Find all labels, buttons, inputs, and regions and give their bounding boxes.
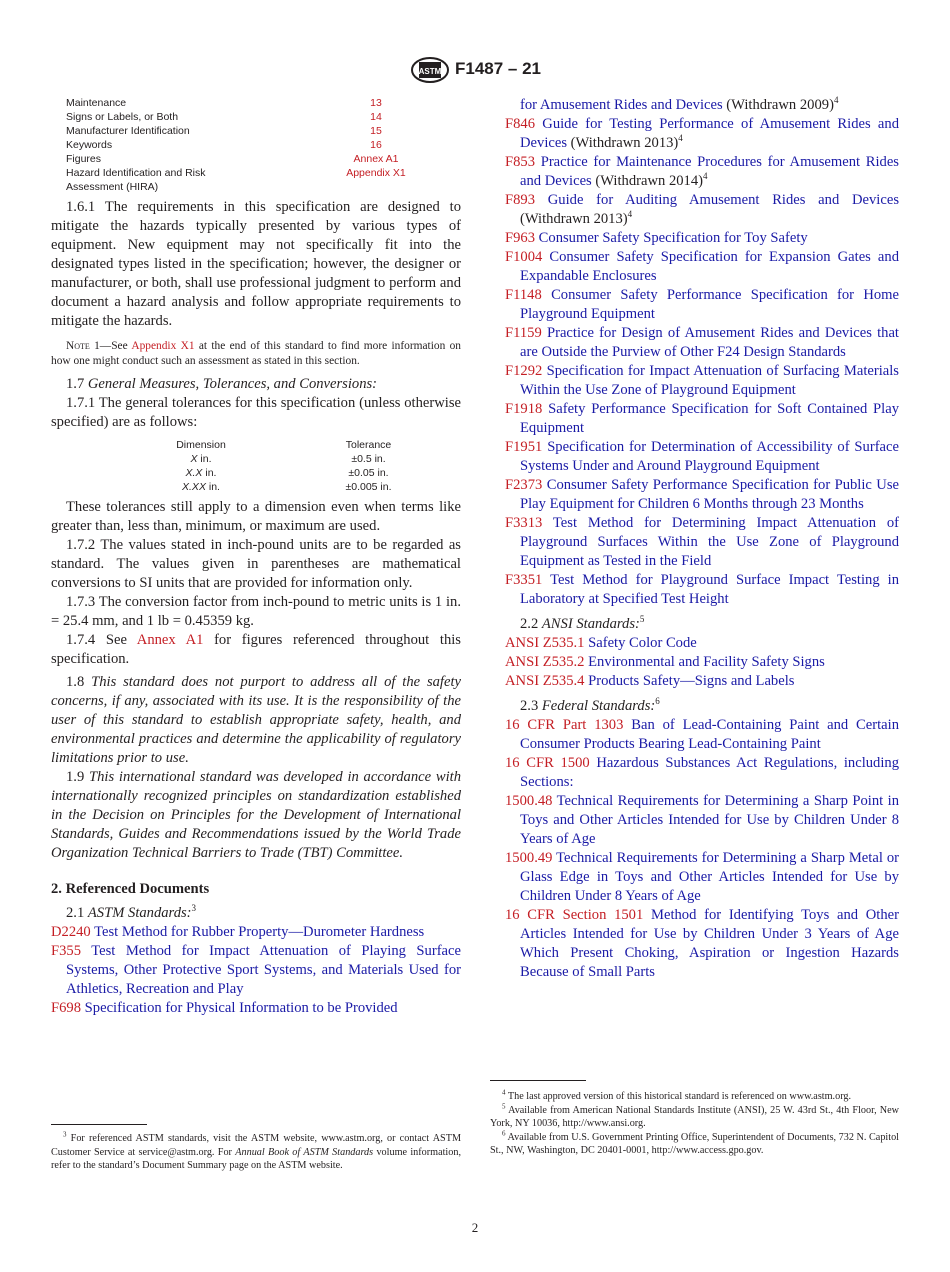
tolerance-cell: ±0.5 in. [351,453,386,465]
reference-entry [505,792,899,849]
dimension-cell [126,466,276,480]
toc-label: Figures [66,153,102,165]
footnote-text: volume information, refer to the standard’s Document Summary page on the ASTM website. [51,1146,461,1171]
reference-title-link[interactable]: Test Method for Determining Impact Attenuation of Playground Surfaces Within the Use Zone of Playground Equipment as Tested in the Field [520,515,899,569]
reference-title-link[interactable]: Environmental and Facility Safety Signs [588,654,825,670]
paragraph-1-7-2: 1.7.2 The values stated in inch-pound units are to be regarded as standard. The values given in parentheses are mathematical conversions to SI units that are provided for information only. [51,537,461,591]
toc-label: Signs or Labels, or Both [66,111,179,123]
withdrawn-note: (Withdrawn 2013) [520,211,628,227]
footnote-number: 3 [63,1130,67,1139]
footnote-ref: 4 [627,209,633,220]
dimension-unit: in. [205,481,220,493]
section-number: 2.3 [520,698,542,714]
reference-title-link[interactable]: Hazardous Substances Act Regulations, including Sections: [520,755,900,790]
toc-row [66,124,461,138]
reference-code-link[interactable]: F846 [505,116,536,132]
reference-entry [505,849,899,906]
reference-entry [505,438,899,476]
tolerance-row [126,452,411,466]
section-title: ASTM Standards: [87,905,192,921]
tolerance-table [126,438,411,494]
dimension-symbol: X.XX [182,481,206,493]
note-1 [51,339,461,369]
toc-row [66,180,461,194]
reference-entry [505,400,899,438]
reference-title-link[interactable]: Test Method for Playground Surface Impact Testing in Laboratory at Specified Test Height [520,572,899,607]
reference-code-link[interactable]: F1918 [505,401,543,417]
dimension-cell [126,452,276,466]
reference-code-link[interactable]: F893 [505,192,536,208]
footnote-ref: 3 [191,903,197,914]
section-title: General Measures, Tolerances, and Conversions: [87,376,378,392]
paragraph-1-7-3: 1.7.3 The conversion factor from inch-pound to metric units is 1 in. = 25.4 mm, and 1 lb = 0.45359 kg. [51,594,461,629]
dimension-unit: in. [197,453,212,465]
reference-title-link[interactable]: Guide for Auditing Amusement Rides and Devices [547,192,899,208]
ansi-reference-list [505,634,899,691]
footnote-ref: 4 [678,133,683,144]
subsection-2-2 [505,615,899,634]
paragraph-tolerance-note: These tolerances still apply to a dimension even when terms like greater than, less than, minimum, or maximum are used. [51,499,461,534]
right-column [505,96,899,982]
reference-code-link[interactable]: F1159 [505,325,542,341]
toc-section-link[interactable] [326,180,426,194]
footnote-text: Available from American National Standards Institute (ANSI), 25 W. 43rd St., 4th Floor, New York, NY 10036, http://www.ansi.org. [490,1104,899,1129]
reference-title-link[interactable]: Technical Requirements for Determining a Sharp Point in Toys and Other Articles Intended for Use by Children Under 8 Years of Age [520,793,900,847]
reference-title[interactable]: for Amusement Rides and Devices [520,97,723,113]
footnote-3 [51,1132,461,1173]
footnote-number: 5 [502,1102,506,1111]
reference-title-link[interactable]: Consumer Safety Specification for Expansion Gates and Expandable Enclosures [520,249,899,284]
toc-row [66,110,461,124]
reference-code-link[interactable]: F698 [51,1000,82,1016]
toc-label: Manufacturer Identification [66,125,190,137]
footnote-5 [490,1104,899,1131]
reference-title-link[interactable]: Practice for Maintenance Procedures for Amusement Rides and Devices [520,154,899,189]
dimension-symbol: X.X [185,467,203,479]
footnote-ref: 5 [639,614,645,625]
paragraph-1-7-1: 1.7.1 The general tolerances for this specification (unless otherwise specified) are as follows: [51,395,461,430]
reference-code-link[interactable]: F1951 [505,439,543,455]
withdrawn-note: (Withdrawn 2009) [722,97,834,113]
appendix-x1-link[interactable]: Appendix X1 [131,340,195,352]
toc-section-link[interactable]: 13 [370,97,382,109]
annex-a1-link[interactable]: Annex A1 [136,632,204,648]
subsection-2-3 [505,697,899,716]
reference-title-link[interactable]: Consumer Safety Performance Specification for Public Use Play Equipment for Children 6 Months through 23 Months [520,477,899,512]
dimension-unit: in. [202,467,217,479]
footnote-divider [490,1080,586,1081]
reference-entry [505,476,899,514]
astm-logo-icon [410,56,450,84]
footnote-number: 6 [502,1129,506,1138]
reference-code-link[interactable]: F853 [505,154,536,170]
contents-table [66,96,461,194]
section-number: 2.2 [520,616,542,632]
svg-text:ASTM: ASTM [418,67,442,76]
paragraph-1-8 [51,673,461,768]
reference-title-link[interactable]: Specification for Physical Information to be Provided [84,1000,398,1016]
page-number: 2 [471,1220,479,1235]
reference-code-link[interactable]: ANSI Z535.2 [505,654,585,670]
footnote-text: For referenced ASTM standards, visit the ASTM website, www.astm.org, or contact ASTM Customer Service at service@astm.org. For [51,1133,461,1158]
document-id: F1487 – 21 [455,59,542,78]
reference-title-link[interactable]: Safety Performance Specification for Soft Contained Play Equipment [520,401,899,436]
paragraph-text: This international standard was developed in accordance with internationally recognized principles on standardization established in the Decision on Principles for the Development of International Standards, Guides and Recommendations issued by the World Trade Organization Technical Barriers to Trade (TBT) Committee. [51,769,462,861]
reference-code-link[interactable]: 16 CFR Section 1501 [505,907,644,923]
reference-code-link[interactable]: F1004 [505,249,543,265]
toc-section-link[interactable]: 15 [370,125,382,137]
footnote-text: Available from U.S. Government Printing Office, Superintendent of Documents, 732 N. Capitol St., NW, Washington, DC 20401-0001, http://www.access.gpo.gov. [490,1131,900,1156]
reference-entry [51,999,461,1018]
reference-entry [505,362,899,400]
reference-title-link[interactable]: Guide for Testing Performance of Amusement Rides and Devices [520,116,899,151]
text-pre: 1.7.4 See [66,632,137,648]
reference-code-link[interactable]: F1148 [505,287,542,303]
note-label: Note 1 [66,340,100,352]
toc-row [66,96,461,110]
reference-entry [505,653,899,672]
footnote-text: The last approved version of this historical standard is referenced on www.astm.org. [507,1091,852,1102]
reference-title-link[interactable]: Specification for Impact Attenuation of Surfacing Materials Within the Use Zone of Playground Equipment [520,363,899,398]
subsection-2-1 [51,904,461,923]
section-title: ANSI Standards: [541,616,640,632]
toc-label: Assessment (HIRA) [66,181,159,193]
reference-title-link[interactable]: Consumer Safety Performance Specification for Home Playground Equipment [520,287,899,322]
section-number: 1.7 [66,376,88,392]
withdrawn-note: (Withdrawn 2013) [567,135,679,151]
footnote-divider [51,1124,147,1125]
paragraph-1-7-4 [51,631,461,669]
footnote-number: 4 [502,1088,506,1097]
reference-entry [505,286,899,324]
footnote-6 [490,1131,899,1158]
reference-code-link[interactable]: ANSI Z535.1 [505,635,585,651]
reference-entry [505,324,899,362]
toc-row [66,152,461,166]
toc-label: Hazard Identification and Risk [66,167,206,179]
reference-code-link[interactable]: 1500.49 [505,850,553,866]
footnote-ref: 6 [655,696,660,707]
astm-reference-list-continued [505,115,899,609]
reference-code-link[interactable]: F355 [51,943,82,959]
dimension-symbol: X [190,453,198,465]
reference-entry [505,248,899,286]
tolerance-cell: ±0.005 in. [345,481,392,493]
reference-entry [51,923,461,942]
right-footnotes [490,1090,899,1158]
left-footnotes [51,1132,461,1173]
tolerance-header-row [126,438,411,452]
text-post: for figures referenced throughout this specification. [51,632,461,667]
toc-row [66,166,461,180]
withdrawn-note: (Withdrawn 2014) [591,173,704,189]
reference-title-link[interactable]: Safety Color Code [588,635,697,651]
footnote-ref: 4 [833,95,839,106]
reference-entry [505,634,899,653]
reference-code-link[interactable]: 16 CFR Part 1303 [505,717,624,733]
reference-entry [505,229,899,248]
reference-entry [505,672,899,691]
footnote-ref: 4 [703,171,708,182]
note-text-post: at the end of this standard to find more information on how one might conduct such an assessment as stated in this section. [51,340,461,367]
note-text-pre: —See [99,340,132,352]
reference-code-link[interactable]: 16 CFR 1500 [505,755,590,771]
reference-continuation [505,96,899,115]
federal-reference-list [505,716,899,982]
tolerance-cell: ±0.05 in. [348,467,389,479]
reference-code-link[interactable]: F3313 [505,515,543,531]
tolerance-row [126,480,411,494]
reference-code-link[interactable]: F963 [505,230,536,246]
toc-section-link[interactable]: 16 [370,139,382,151]
reference-title-link[interactable]: Products Safety—Signs and Labels [588,673,795,689]
section-2-heading: 2. Referenced Documents [51,881,210,897]
reference-code-link[interactable]: ANSI Z535.4 [505,673,585,689]
reference-entry [505,153,899,191]
reference-entry [505,115,899,153]
footnote-italic: Annual Book of ASTM Standards [235,1146,374,1158]
paragraph-1-7 [51,375,461,394]
reference-title-link[interactable]: Ban of Lead-Containing Paint and Certain Consumer Products Bearing Lead-Containing Paint [520,717,899,752]
toc-section-link[interactable]: 14 [370,111,382,123]
section-number: 1.9 [66,769,90,785]
left-column [51,96,461,1018]
reference-code-link[interactable]: F3351 [505,572,543,588]
reference-entry [505,716,899,754]
section-number: 2.1 [66,905,88,921]
toc-label: Keywords [66,139,113,151]
reference-title-link[interactable]: Technical Requirements for Determining a Sharp Metal or Glass Edge in Toys and Other Articles Intended for Use by Children Under 8 Years of Age [520,850,899,904]
toc-section-link[interactable]: Appendix X1 [346,167,406,179]
column-header-tolerance: Tolerance [345,439,392,451]
reference-code-link[interactable]: F2373 [505,477,543,493]
toc-label: Maintenance [66,97,127,109]
reference-title-link[interactable]: Test Method for Rubber Property—Durometer Hardness [94,924,425,940]
reference-title-link[interactable]: Practice for Design of Amusement Rides and Devices that are Outside the Purview of Other F24 Design Standards [520,325,899,360]
footnote-4 [490,1090,899,1104]
column-header-dimension: Dimension [176,439,226,451]
reference-entry [505,571,899,609]
tolerance-row [126,466,411,480]
reference-code-link[interactable]: D2240 [51,924,91,940]
reference-title-link[interactable]: Specification for Determination of Accessibility of Surface Systems Under and Around Playground Equipment [520,439,899,474]
toc-section-link[interactable]: Annex A1 [353,153,399,165]
reference-entry [51,942,461,999]
reference-code-link[interactable]: 1500.48 [505,793,553,809]
reference-code-link[interactable]: F1292 [505,363,543,379]
reference-entry [505,754,899,792]
reference-entry [505,906,899,982]
paragraph-1-9 [51,768,461,863]
toc-row [66,138,461,152]
reference-entry [505,191,899,229]
reference-entry [505,514,899,571]
reference-title-link[interactable]: Method for Identifying Toys and Other Articles Intended for Use by Children Under 3 Years of Age Which Present Choking, Aspiration or Ingestion Hazards Because of Small Parts [520,907,899,980]
astm-reference-list [51,923,461,1018]
reference-title-link[interactable]: Consumer Safety Specification for Toy Safety [538,230,808,246]
page-header [0,56,950,86]
reference-title-link[interactable]: Test Method for Impact Attenuation of Playing Surface Systems, Other Protective Sport Systems, and Materials Used for Athletics, Recreation and Play [66,943,461,997]
section-number: 1.8 [66,674,92,690]
paragraph-1-6-1: 1.6.1 The requirements in this specification are designed to mitigate the hazards typically presented by various types of equipment. New equipment may not specifically fit into the designated types listed in the specification; however, the designer or manufacturer, or both, shall use professional judgment to perform and document a hazard analysis and follow appropriate requirements to mitigate the hazards. [51,199,461,329]
paragraph-text: This standard does not purport to address all of the safety concerns, if any, associated with its use. It is the responsibility of the user of this standard to establish appropriate safety, health, and environmental practices and determine the applicability of regulatory limitations prior to use. [51,674,461,766]
dimension-cell [126,480,276,494]
section-title: Federal Standards: [541,698,656,714]
